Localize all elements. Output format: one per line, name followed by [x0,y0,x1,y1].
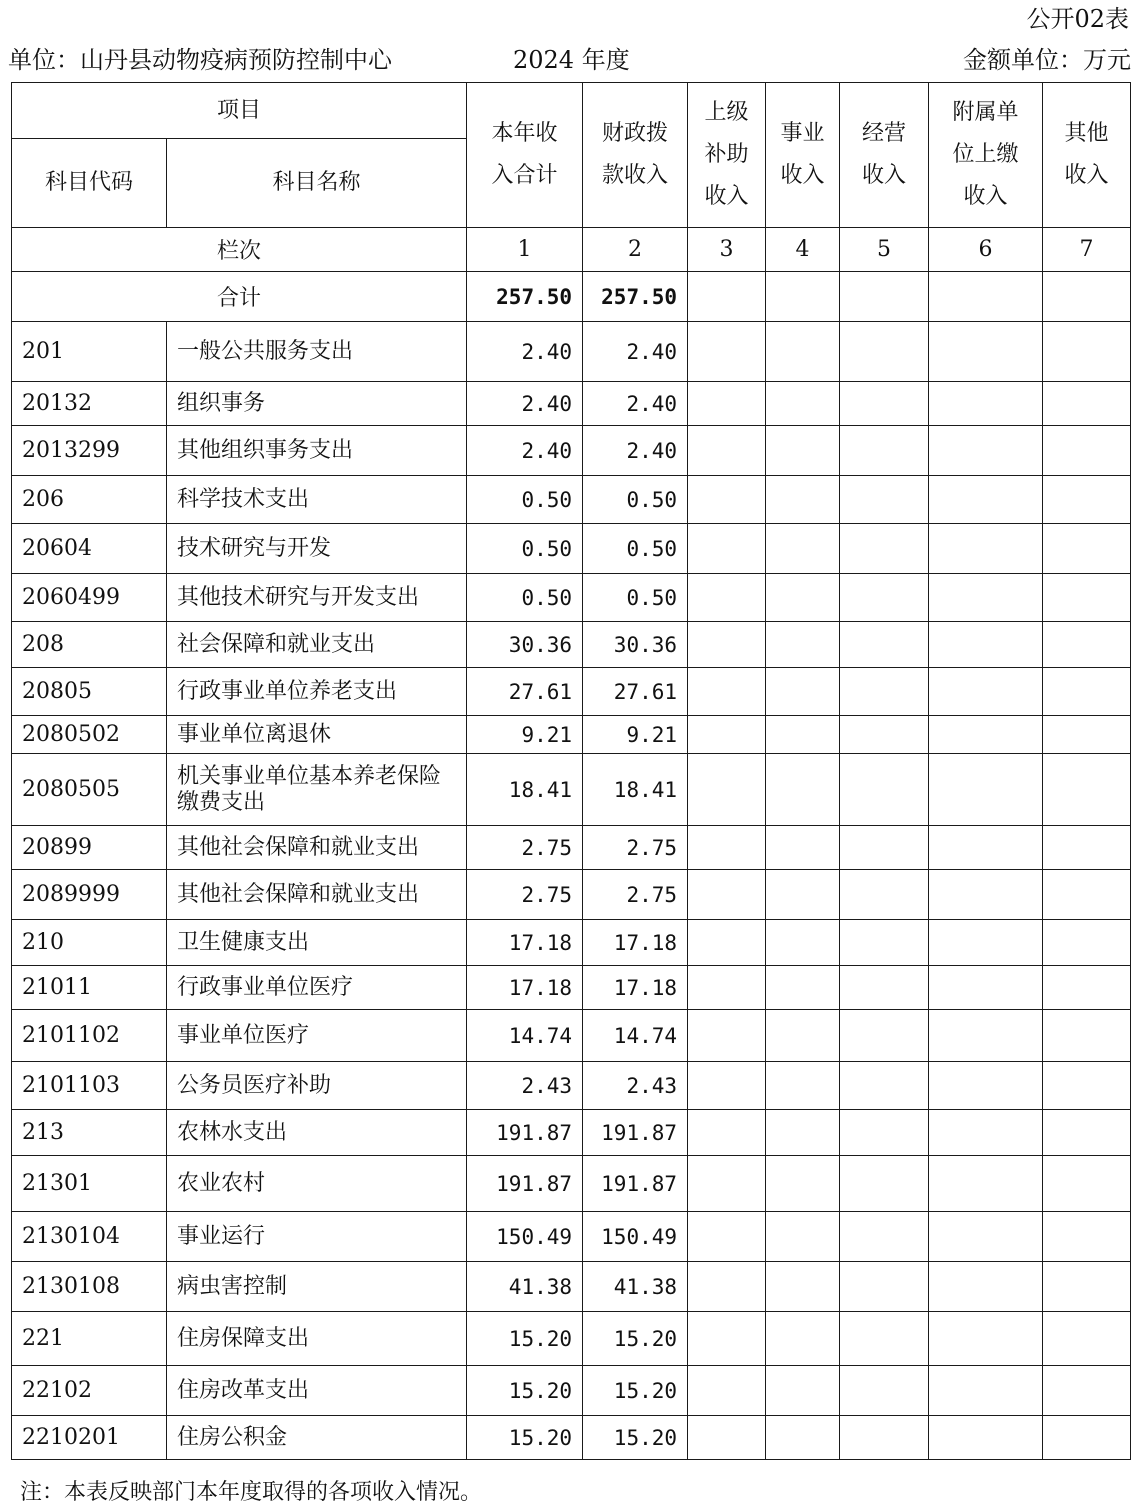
subject-name: 行政事业单位养老支出 [167,668,467,716]
subject-code: 21301 [12,1156,167,1212]
subject-name: 事业单位医疗 [167,1010,467,1062]
business-income [766,1062,840,1110]
subject-name: 机关事业单位基本养老保险缴费支出 [167,754,467,826]
total-income: 41.38 [467,1262,583,1312]
affiliated-unit-income [929,622,1043,668]
column-number: 5 [840,228,929,272]
fiscal-appropriation: 14.74 [583,1010,688,1062]
fiscal-appropriation: 0.50 [583,574,688,622]
operating-income [840,322,929,382]
operating-income [840,574,929,622]
total-income: 2.40 [467,382,583,426]
other-income [1043,1156,1131,1212]
fiscal-appropriation: 18.41 [583,754,688,826]
operating-income [840,476,929,524]
total-value [929,272,1043,322]
business-income [766,1262,840,1312]
subject-code: 201 [12,322,167,382]
column-index-row [12,228,1131,272]
operating-income [840,826,929,870]
business-income [766,322,840,382]
header-subject-name: 科目名称 [167,139,467,228]
subject-name: 其他组织事务支出 [167,426,467,476]
column-number: 6 [929,228,1043,272]
total-value [1043,272,1131,322]
header-col-2: 财政拨 款收入 [583,83,688,228]
subject-code: 2101103 [12,1062,167,1110]
affiliated-unit-income [929,920,1043,966]
table-row [12,1156,1131,1212]
superior-subsidy [688,1262,766,1312]
affiliated-unit-income [929,1156,1043,1212]
subject-name: 一般公共服务支出 [167,322,467,382]
superior-subsidy [688,754,766,826]
header-col-5: 经营 收入 [840,83,929,228]
subject-code: 2130104 [12,1212,167,1262]
subject-code: 21011 [12,966,167,1010]
other-income [1043,322,1131,382]
subject-name: 其他技术研究与开发支出 [167,574,467,622]
fiscal-appropriation: 41.38 [583,1262,688,1312]
fiscal-appropriation: 15.20 [583,1366,688,1416]
operating-income [840,1312,929,1366]
other-income [1043,870,1131,920]
column-number: 7 [1043,228,1131,272]
table-row [12,426,1131,476]
affiliated-unit-income [929,1312,1043,1366]
header-col-4: 事业 收入 [766,83,840,228]
fiscal-appropriation: 2.75 [583,870,688,920]
business-income [766,1312,840,1366]
affiliated-unit-income [929,1212,1043,1262]
other-income [1043,1366,1131,1416]
affiliated-unit-income [929,476,1043,524]
business-income [766,826,840,870]
table-row [12,574,1131,622]
fiscal-appropriation: 2.75 [583,826,688,870]
business-income [766,870,840,920]
total-income: 15.20 [467,1416,583,1460]
operating-income [840,622,929,668]
total-value: 257.50 [467,272,583,322]
subject-code: 2210201 [12,1416,167,1460]
header-col-1: 本年收 入合计 [467,83,583,228]
superior-subsidy [688,1062,766,1110]
total-income: 2.75 [467,870,583,920]
superior-subsidy [688,622,766,668]
operating-income [840,1010,929,1062]
fiscal-appropriation: 17.18 [583,966,688,1010]
subject-name: 卫生健康支出 [167,920,467,966]
header-col-6: 附属单 位上缴 收入 [929,83,1043,228]
other-income [1043,426,1131,476]
business-income [766,966,840,1010]
subject-name: 农林水支出 [167,1110,467,1156]
superior-subsidy [688,1212,766,1262]
operating-income [840,1262,929,1312]
subject-name: 病虫害控制 [167,1262,467,1312]
other-income [1043,1062,1131,1110]
form-id-label: 公开02表 [1026,5,1129,33]
operating-income [840,1110,929,1156]
other-income [1043,754,1131,826]
fiscal-appropriation: 0.50 [583,476,688,524]
superior-subsidy [688,1312,766,1366]
business-income [766,754,840,826]
subject-code: 20604 [12,524,167,574]
subject-code: 221 [12,1312,167,1366]
table-row [12,966,1131,1010]
column-number: 1 [467,228,583,272]
total-income: 2.40 [467,426,583,476]
affiliated-unit-income [929,1366,1043,1416]
subject-code: 2060499 [12,574,167,622]
operating-income [840,1416,929,1460]
subject-name: 技术研究与开发 [167,524,467,574]
business-income [766,622,840,668]
total-income: 0.50 [467,476,583,524]
other-income [1043,1010,1131,1062]
operating-income [840,716,929,754]
superior-subsidy [688,870,766,920]
affiliated-unit-income [929,826,1043,870]
affiliated-unit-income [929,668,1043,716]
subject-name: 其他社会保障和就业支出 [167,870,467,920]
table-row [12,826,1131,870]
subject-code: 2080505 [12,754,167,826]
subject-code: 22102 [12,1366,167,1416]
superior-subsidy [688,426,766,476]
table-row [12,920,1131,966]
table-row [12,754,1131,826]
superior-subsidy [688,322,766,382]
unit-line [8,40,1131,80]
fiscal-appropriation: 9.21 [583,716,688,754]
total-value [688,272,766,322]
total-income: 17.18 [467,920,583,966]
other-income [1043,382,1131,426]
table-row [12,716,1131,754]
other-income [1043,524,1131,574]
superior-subsidy [688,574,766,622]
total-income: 27.61 [467,668,583,716]
business-income [766,1156,840,1212]
table-row [12,382,1131,426]
total-income: 9.21 [467,716,583,754]
subject-name: 事业运行 [167,1212,467,1262]
other-income [1043,966,1131,1010]
fiscal-appropriation: 27.61 [583,668,688,716]
business-income [766,1010,840,1062]
superior-subsidy [688,826,766,870]
total-income: 14.74 [467,1010,583,1062]
table-row [12,668,1131,716]
table-row [12,1212,1131,1262]
fiscal-appropriation: 2.40 [583,426,688,476]
subject-code: 20899 [12,826,167,870]
table-row [12,870,1131,920]
subject-code: 210 [12,920,167,966]
fiscal-appropriation: 2.40 [583,322,688,382]
subject-name: 农业农村 [167,1156,467,1212]
subject-name: 行政事业单位医疗 [167,966,467,1010]
amount-unit: 金额单位：万元 [963,46,1131,74]
other-income [1043,1312,1131,1366]
superior-subsidy [688,920,766,966]
table-row [12,1366,1131,1416]
affiliated-unit-income [929,966,1043,1010]
other-income [1043,668,1131,716]
operating-income [840,426,929,476]
superior-subsidy [688,1156,766,1212]
subject-name: 住房保障支出 [167,1312,467,1366]
header-subject-code: 科目代码 [12,139,167,228]
total-income: 2.75 [467,826,583,870]
other-income [1043,716,1131,754]
other-income [1043,622,1131,668]
affiliated-unit-income [929,1262,1043,1312]
other-income [1043,1212,1131,1262]
fiscal-year: 2024 年度 [513,46,630,74]
operating-income [840,524,929,574]
table-row [12,1312,1131,1366]
subject-code: 2013299 [12,426,167,476]
table-row [12,322,1131,382]
total-income: 15.20 [467,1312,583,1366]
table-row [12,1262,1131,1312]
subject-name: 其他社会保障和就业支出 [167,826,467,870]
column-number: 2 [583,228,688,272]
header-col-3: 上级 补助 收入 [688,83,766,228]
operating-income [840,920,929,966]
business-income [766,382,840,426]
operating-income [840,1062,929,1110]
business-income [766,1366,840,1416]
subject-name: 公务员医疗补助 [167,1062,467,1110]
total-income: 18.41 [467,754,583,826]
fiscal-appropriation: 15.20 [583,1416,688,1460]
other-income [1043,1110,1131,1156]
subject-name: 住房公积金 [167,1416,467,1460]
total-income: 0.50 [467,574,583,622]
operating-income [840,870,929,920]
subject-name: 组织事务 [167,382,467,426]
superior-subsidy [688,1366,766,1416]
subject-code: 2130108 [12,1262,167,1312]
affiliated-unit-income [929,1062,1043,1110]
income-table [11,82,1131,1460]
business-income [766,1110,840,1156]
total-income: 30.36 [467,622,583,668]
operating-income [840,1212,929,1262]
affiliated-unit-income [929,382,1043,426]
total-income: 191.87 [467,1156,583,1212]
total-label: 合计 [12,272,467,322]
affiliated-unit-income [929,574,1043,622]
superior-subsidy [688,382,766,426]
total-income: 2.40 [467,322,583,382]
business-income [766,1416,840,1460]
fiscal-appropriation: 17.18 [583,920,688,966]
other-income [1043,826,1131,870]
superior-subsidy [688,668,766,716]
table-row [12,476,1131,524]
subject-name: 住房改革支出 [167,1366,467,1416]
affiliated-unit-income [929,716,1043,754]
business-income [766,668,840,716]
affiliated-unit-income [929,1416,1043,1460]
fiscal-appropriation: 150.49 [583,1212,688,1262]
table-footnote: 注：本表反映部门本年度取得的各项收入情况。 [20,1480,483,1505]
subject-code: 2089999 [12,870,167,920]
business-income [766,426,840,476]
header-col-7: 其他 收入 [1043,83,1131,228]
operating-income [840,754,929,826]
superior-subsidy [688,524,766,574]
business-income [766,476,840,524]
subject-code: 213 [12,1110,167,1156]
subject-name: 事业单位离退休 [167,716,467,754]
affiliated-unit-income [929,1010,1043,1062]
total-income: 15.20 [467,1366,583,1416]
other-income [1043,1262,1131,1312]
superior-subsidy [688,716,766,754]
total-income: 2.43 [467,1062,583,1110]
fiscal-appropriation: 30.36 [583,622,688,668]
column-number: 3 [688,228,766,272]
subject-code: 208 [12,622,167,668]
subject-code: 20805 [12,668,167,716]
operating-income [840,382,929,426]
table-row [12,1010,1131,1062]
affiliated-unit-income [929,524,1043,574]
fiscal-appropriation: 0.50 [583,524,688,574]
total-income: 0.50 [467,524,583,574]
subject-name: 社会保障和就业支出 [167,622,467,668]
other-income [1043,574,1131,622]
other-income [1043,920,1131,966]
fiscal-appropriation: 2.43 [583,1062,688,1110]
subject-code: 20132 [12,382,167,426]
superior-subsidy [688,966,766,1010]
column-number: 4 [766,228,840,272]
total-income: 17.18 [467,966,583,1010]
total-value: 257.50 [583,272,688,322]
affiliated-unit-income [929,426,1043,476]
superior-subsidy [688,1010,766,1062]
operating-income [840,1366,929,1416]
business-income [766,920,840,966]
fiscal-appropriation: 191.87 [583,1110,688,1156]
table-row [12,1416,1131,1460]
column-index-label: 栏次 [12,228,467,272]
subject-name: 科学技术支出 [167,476,467,524]
table-row [12,524,1131,574]
affiliated-unit-income [929,322,1043,382]
superior-subsidy [688,1110,766,1156]
total-income: 150.49 [467,1212,583,1262]
total-value [766,272,840,322]
operating-income [840,1156,929,1212]
subject-code: 2080502 [12,716,167,754]
business-income [766,574,840,622]
unit-name: 单位：山丹县动物疫病预防控制中心 [8,46,392,74]
fiscal-appropriation: 2.40 [583,382,688,426]
business-income [766,1212,840,1262]
operating-income [840,668,929,716]
other-income [1043,1416,1131,1460]
business-income [766,524,840,574]
header-project: 项目 [12,83,467,139]
superior-subsidy [688,476,766,524]
header-row-1 [12,83,1131,139]
table-row [12,1110,1131,1156]
other-income [1043,476,1131,524]
subject-code: 206 [12,476,167,524]
table-row [12,622,1131,668]
business-income [766,716,840,754]
total-row [12,272,1131,322]
total-value [840,272,929,322]
affiliated-unit-income [929,754,1043,826]
fiscal-appropriation: 15.20 [583,1312,688,1366]
table-row [12,1062,1131,1110]
affiliated-unit-income [929,870,1043,920]
operating-income [840,966,929,1010]
affiliated-unit-income [929,1110,1043,1156]
subject-code: 2101102 [12,1010,167,1062]
superior-subsidy [688,1416,766,1460]
total-income: 191.87 [467,1110,583,1156]
fiscal-appropriation: 191.87 [583,1156,688,1212]
